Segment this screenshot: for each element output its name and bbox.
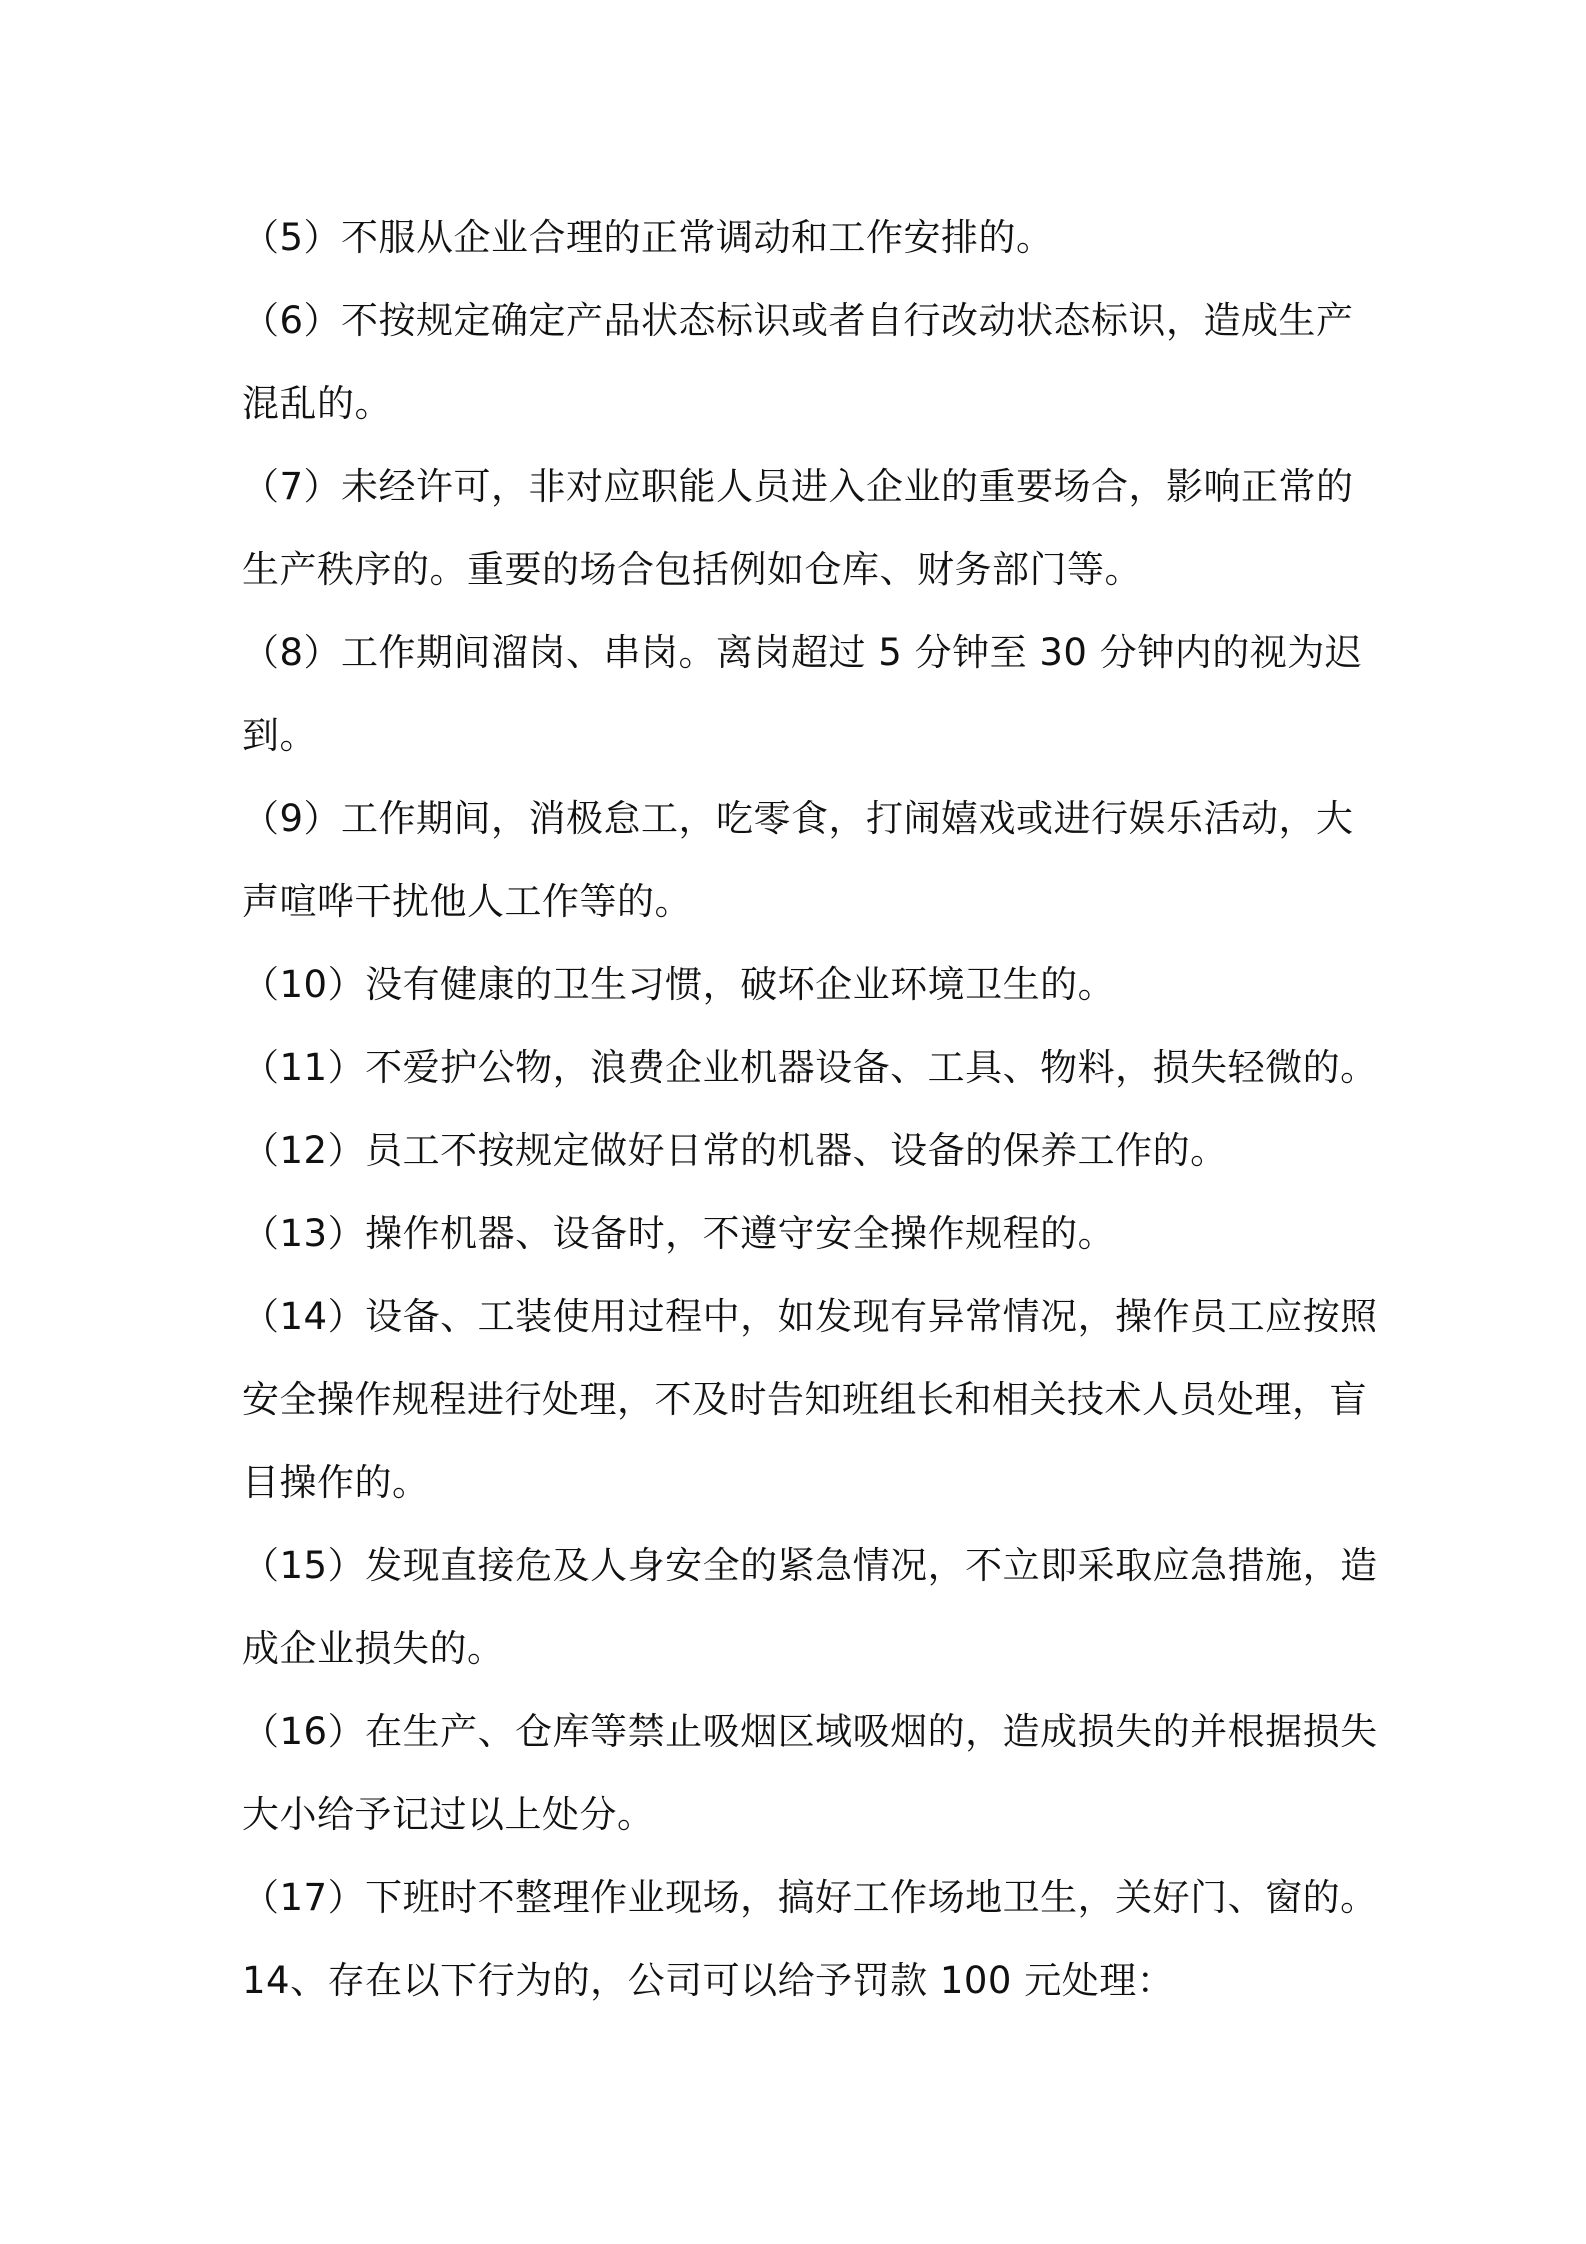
- text-line: （12）员工不按规定做好日常的机器、设备的保养工作的。: [242, 1129, 1228, 1172]
- paragraph-item-16: [242, 1690, 1378, 1856]
- paragraph-item-7: [242, 445, 1357, 611]
- text-line: （10）没有健康的卫生习惯，破坏企业环境卫生的。: [242, 963, 1116, 1006]
- paragraph-item-5: [242, 196, 1357, 279]
- text-line: 目操作的。: [242, 1461, 430, 1504]
- text-line: 声喧哗干扰他人工作等的。: [242, 880, 692, 923]
- paragraph-clause-14: [242, 1939, 1357, 2022]
- paragraph-item-8: [242, 611, 1363, 777]
- paragraph-item-9: [242, 777, 1357, 943]
- text-line: 大小给予记过以上处分。: [242, 1793, 655, 1836]
- text-line: （17）下班时不整理作业现场，搞好工作场地卫生，关好门、窗的。: [242, 1876, 1378, 1919]
- text-line: （16）在生产、仓库等禁止吸烟区域吸烟的，造成损失的并根据损失: [242, 1710, 1378, 1753]
- text-line: 成企业损失的。: [242, 1627, 505, 1670]
- text-line: （15）发现直接危及人身安全的紧急情况，不立即采取应急措施，造: [242, 1544, 1378, 1587]
- text-line: （14）设备、工装使用过程中，如发现有异常情况，操作员工应按照: [242, 1295, 1378, 1338]
- text-line: （7）未经许可，非对应职能人员进入企业的重要场合，影响正常的: [242, 465, 1354, 508]
- paragraph-item-10: [242, 943, 1357, 1026]
- text-line: （9）工作期间，消极怠工，吃零食，打闹嬉戏或进行娱乐活动，大: [242, 797, 1354, 840]
- paragraph-item-6: [242, 279, 1357, 445]
- text-line: 到。: [242, 714, 317, 757]
- paragraph-item-17: [242, 1856, 1378, 1939]
- paragraph-item-12: [242, 1109, 1357, 1192]
- document-body: [242, 196, 1378, 2022]
- paragraph-item-14: [242, 1275, 1378, 1524]
- text-line: （5）不服从企业合理的正常调动和工作安排的。: [242, 216, 1054, 259]
- text-line: 安全操作规程进行处理，不及时告知班组长和相关技术人员处理，盲: [242, 1378, 1367, 1421]
- paragraph-item-15: [242, 1524, 1378, 1690]
- text-line: （13）操作机器、设备时，不遵守安全操作规程的。: [242, 1212, 1116, 1255]
- text-line: 14、存在以下行为的，公司可以给予罚款 100 元处理：: [242, 1959, 1175, 2002]
- paragraph-item-13: [242, 1192, 1357, 1275]
- text-line: 生产秩序的。重要的场合包括例如仓库、财务部门等。: [242, 548, 1142, 591]
- text-line: 混乱的。: [242, 382, 392, 425]
- text-line: （11）不爱护公物，浪费企业机器设备、工具、物料，损失轻微的。: [242, 1046, 1378, 1089]
- paragraph-item-11: [242, 1026, 1378, 1109]
- text-line: （6）不按规定确定产品状态标识或者自行改动状态标识，造成生产: [242, 299, 1354, 342]
- text-line: （8）工作期间溜岗、串岗。离岗超过 5 分钟至 30 分钟内的视为迟: [242, 631, 1363, 674]
